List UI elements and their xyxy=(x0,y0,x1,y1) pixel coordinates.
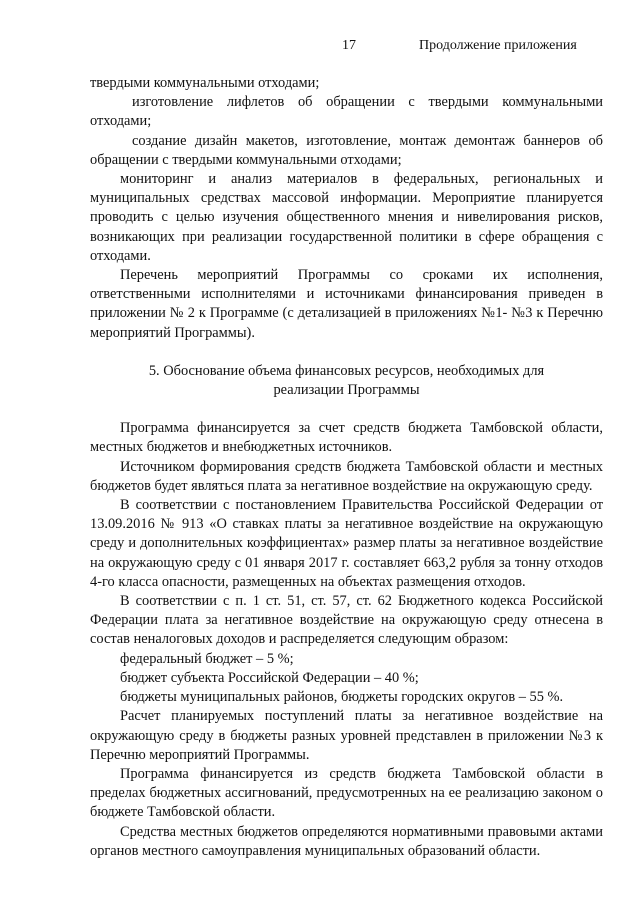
paragraph: Программа финансируется из средств бюджета Тамбовской области в пределах бюджетных ассигнований, предусмотренных на ее реализацию законом о бюджете Тамбовской области. xyxy=(90,765,603,821)
list-item: федеральный бюджет – 5 %; xyxy=(120,650,294,667)
section-heading-line1: 5. Обоснование объема финансовых ресурсов, необходимых для xyxy=(148,362,545,379)
document-body xyxy=(90,74,603,861)
paragraph: Расчет планируемых поступлений платы за негативное воздействие на окружающую среду в бюджеты разных уровней представлен в приложении №3 к Перечню мероприятий Программы. xyxy=(90,708,603,763)
paragraph: создание дизайн макетов, изготовление, монтаж демонтаж баннеров об обращении с твердыми коммунальными отходами; xyxy=(90,132,603,168)
section-heading-line2: реализации Программы xyxy=(273,382,420,399)
paragraph: Средства местных бюджетов определяются нормативными правовыми актами органов местного самоуправления муниципальных образований области. xyxy=(90,823,603,859)
continuation-label: Продолжение приложения xyxy=(419,38,577,53)
page-number: 17 xyxy=(342,38,356,53)
page-header xyxy=(0,38,640,58)
distribution-list xyxy=(90,650,603,708)
paragraph: В соответствии с постановлением Правительства Российской Федерации от 13.09.2016 № 913 «О ставках платы за негативное воздействие на окружающую среду и дополнительных коэффициентах» размер платы за негативное воздействие на окружающую среду с 01 января 2017 г. составляет 663,2 рубля за тонну отходов 4-го класса опасности, размещенных на объектах размещения отходов. xyxy=(90,497,603,590)
paragraph: Перечень мероприятий Программы со сроками их исполнения, ответственными исполнителями и источниками финансирования приведен в приложении № 2 к Программе (с детализацией в приложениях №1- №3 к Перечню мероприятий Программы). xyxy=(90,267,603,341)
paragraph: твердыми коммунальными отходами; xyxy=(90,75,320,91)
list-item: бюджет субъекта Российской Федерации – 40 %; xyxy=(120,669,419,686)
paragraph: изготовление лифлетов об обращении с твердыми коммунальными отходами; xyxy=(90,94,603,130)
list-item: бюджеты муниципальных районов, бюджеты городских округов – 55 %. xyxy=(120,689,564,706)
paragraph: Программа финансируется за счет средств бюджета Тамбовской области, местных бюджетов и внебюджетных источников. xyxy=(90,420,603,456)
paragraph: мониторинг и анализ материалов в федеральных, региональных и муниципальных средствах массовой информации. Мероприятие планируется проводить с целью изучения общественного мнения и нивелирования рисков, возникающих при реализации государственной политики в сфере обращения с отходами. xyxy=(90,171,603,264)
paragraph: В соответствии с п. 1 ст. 51, ст. 57, ст. 62 Бюджетного кодекса Российской Федерации плата за негативное воздействие на окружающую среду отнесена в состав неналоговых доходов и распределяется следующим образом: xyxy=(90,593,603,648)
paragraph: Источником формирования средств бюджета Тамбовской области и местных бюджетов будет являться плата за негативное воздействие на окружающую среду. xyxy=(90,458,603,494)
